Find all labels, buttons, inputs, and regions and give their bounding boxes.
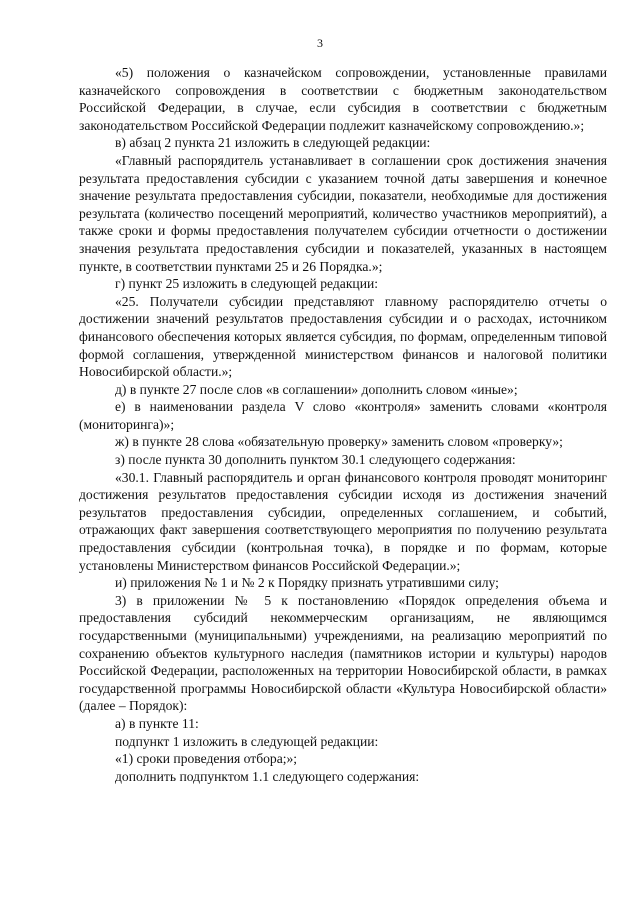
paragraph: ж) в пункте 28 слова «обязательную проверку» заменить словом «проверку»; bbox=[115, 434, 563, 450]
paragraph: 3) в приложении № 5 к постановлению «Порядок определения объема и предоставления субсидий некоммерческим организациям, не являющимся государственными (муниципальными) учреждениями, на реализацию мероприятий по сохранению объектов культурного наследия (памятников истории и культуры) народов Российской Федерации, расположенных на территории Новосибирской области, в рамках государственной программы Новосибирской области «Культура Новосибирской области» (далее – Порядок): bbox=[79, 592, 607, 714]
paragraph: «25. Получатели субсидии представляют главному распорядителю отчеты о достижении значений результатов предоставления субсидии и о расходах, источником финансового обеспечения которых является субсидия, по формам, определенным типовой формой соглашения, утвержденной министерством финансов и налоговой политики Новосибирской области.»; bbox=[79, 293, 607, 380]
paragraph: «5) положения о казначейском сопровождении, установленные правилами казначейского сопровождения в соответствии с бюджетным законодательством Российской Федерации, в случае, если субсидия в соответствии с бюджетным законодательством Российской Федерации подлежит казначейскому сопровождению.»; bbox=[79, 65, 607, 133]
paragraph: «30.1. Главный распорядитель и орган финансового контроля проводят мониторинг достижения результатов предоставления субсидии исходя из достижения значений результатов предоставления субсидии, определенных соглашением, и событий, отражающих факт завершения соответствующего мероприятия по получению результата предоставления субсидии (контрольная точка), в порядке и по формам, которые установлены Министерством финансов Российской Федерации.»; bbox=[79, 469, 607, 573]
paragraph: «Главный распорядитель устанавливает в соглашении срок достижения значения результата предоставления субсидии с указанием точной даты завершения и конечное значение результата предоставления субсидии, показатели, необходимые для достижения результата (количество посещений мероприятий, количество участников мероприятий), а также сроки и формы предоставления получателем субсидии отчетности о достижении значения результата предоставления субсидии и показателей, указанных в настоящем пункте, в соответствии пунктами 25 и 26 Порядка.»; bbox=[79, 152, 607, 274]
paragraph: подпункт 1 изложить в следующей редакции: bbox=[115, 733, 379, 749]
paragraph: а) в пункте 11: bbox=[115, 715, 199, 731]
paragraph: г) пункт 25 изложить в следующей редакции: bbox=[115, 276, 379, 292]
paragraph: в) абзац 2 пункта 21 изложить в следующей редакции: bbox=[115, 135, 431, 151]
paragraph: д) в пункте 27 после слов «в соглашении» дополнить словом «иные»; bbox=[115, 381, 518, 397]
paragraph: и) приложения № 1 и № 2 к Порядку признать утратившими силу; bbox=[115, 575, 499, 591]
paragraph: е) в наименовании раздела V слово «контроля» заменить словами «контроля (мониторинга)»; bbox=[79, 399, 607, 432]
paragraph: дополнить подпунктом 1.1 следующего содержания: bbox=[115, 768, 420, 784]
paragraph: з) после пункта 30 дополнить пунктом 30.1 следующего содержания: bbox=[115, 452, 516, 468]
document-body bbox=[79, 64, 607, 785]
page-number: 3 bbox=[317, 36, 323, 50]
paragraph: «1) сроки проведения отбора;»; bbox=[115, 751, 298, 767]
